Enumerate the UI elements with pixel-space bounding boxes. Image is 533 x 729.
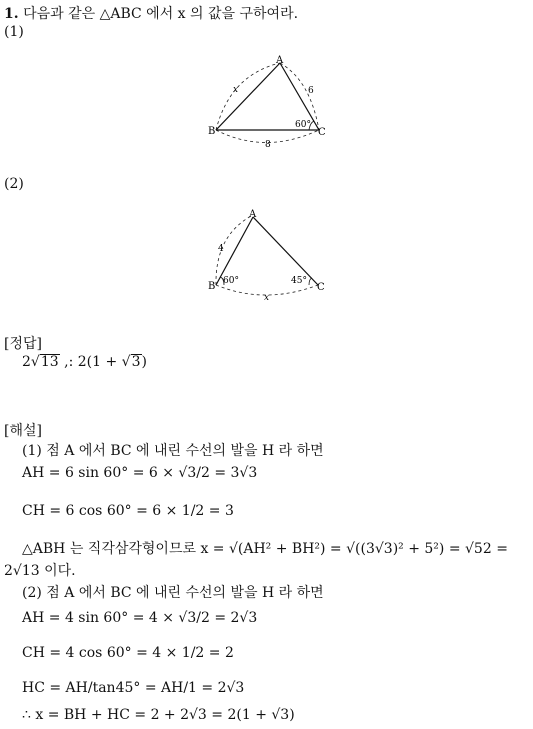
side-ac [253,217,318,285]
triangle-figure-1 [200,55,335,150]
vertex-a-label: A [276,55,284,66]
problem-number: 1. [4,6,19,22]
vertex-c-label: C [318,127,326,138]
side-4-label: 4 [218,244,224,254]
answer-line [22,354,147,370]
solution-p1-abh-text: △ABH 는 직각삼각형이므로 x = √(AH² + BH²) = √((3√3)² + 5²) = √52 = [22,541,508,557]
angle-60-label: 60° [295,120,311,130]
base-x-label: x [264,293,270,303]
problem-statement: 다음과 같은 △ABC 에서 x 의 값을 구하여라. [23,6,299,22]
part1-label: (1) [4,24,24,40]
triangle-figure-2 [200,205,335,305]
answer-separator: ,: 2(1 + [59,354,122,370]
solution-p2-hc: HC = AH/tan45° = AH/1 = 2√3 [22,680,245,696]
solution-p1-result: 2√13 이다. [4,563,76,579]
base-8-label: 8 [265,140,271,150]
solution-p2-ah: AH = 4 sin 60° = 4 × √3/2 = 2√3 [22,610,258,626]
answer-header: [정답] [4,336,42,352]
solution-p1-abh [22,538,508,558]
solution-p1-ah [22,465,257,481]
solution-p2-ch: CH = 4 cos 60° = 4 × 1/2 = 2 [22,645,234,661]
solution-p1-ah-text: AH = 6 sin 60° = 6 × √3/2 = 3√3 [22,465,258,481]
vertex-c-label: C [317,282,325,293]
solution-p1-ch [22,503,234,519]
angle-c-label: 45° [291,276,307,286]
side-x-label: x [233,85,239,95]
angle-b-label: 60° [223,276,239,286]
solution-p2-intro: (2) 점 A 에서 BC 에 내린 수선의 발을 H 라 하면 [22,585,324,601]
part2-label: (2) [4,176,24,192]
vertex-b-label: B [208,126,216,137]
answer-radicand-2: 3 [131,354,141,370]
solution-p1-ch-text: CH = 6 cos 60° = 6 × 1/2 = 3 [22,503,234,519]
vertex-a-label: A [249,209,257,220]
solution-p2-x: ∴ x = BH + HC = 2 + 2√3 = 2(1 + √3) [22,707,295,723]
answer-coefficient: 2 [22,354,31,370]
side-6-label: 6 [308,86,314,96]
side-ab [216,63,280,130]
answer-close: ) [141,354,147,370]
sqrt-symbol: √ [121,354,131,370]
solution-p1-intro-text: (1) 점 A 에서 BC 에 내린 수선의 발을 H 라 하면 [22,443,324,459]
vertex-b-label: B [208,281,216,292]
solution-header: [해설] [4,423,42,439]
solution-p1-intro [22,440,324,460]
sqrt-symbol: √ [30,354,40,370]
problem-statement-line [4,3,298,23]
answer-radicand-1: 13 [40,354,59,370]
